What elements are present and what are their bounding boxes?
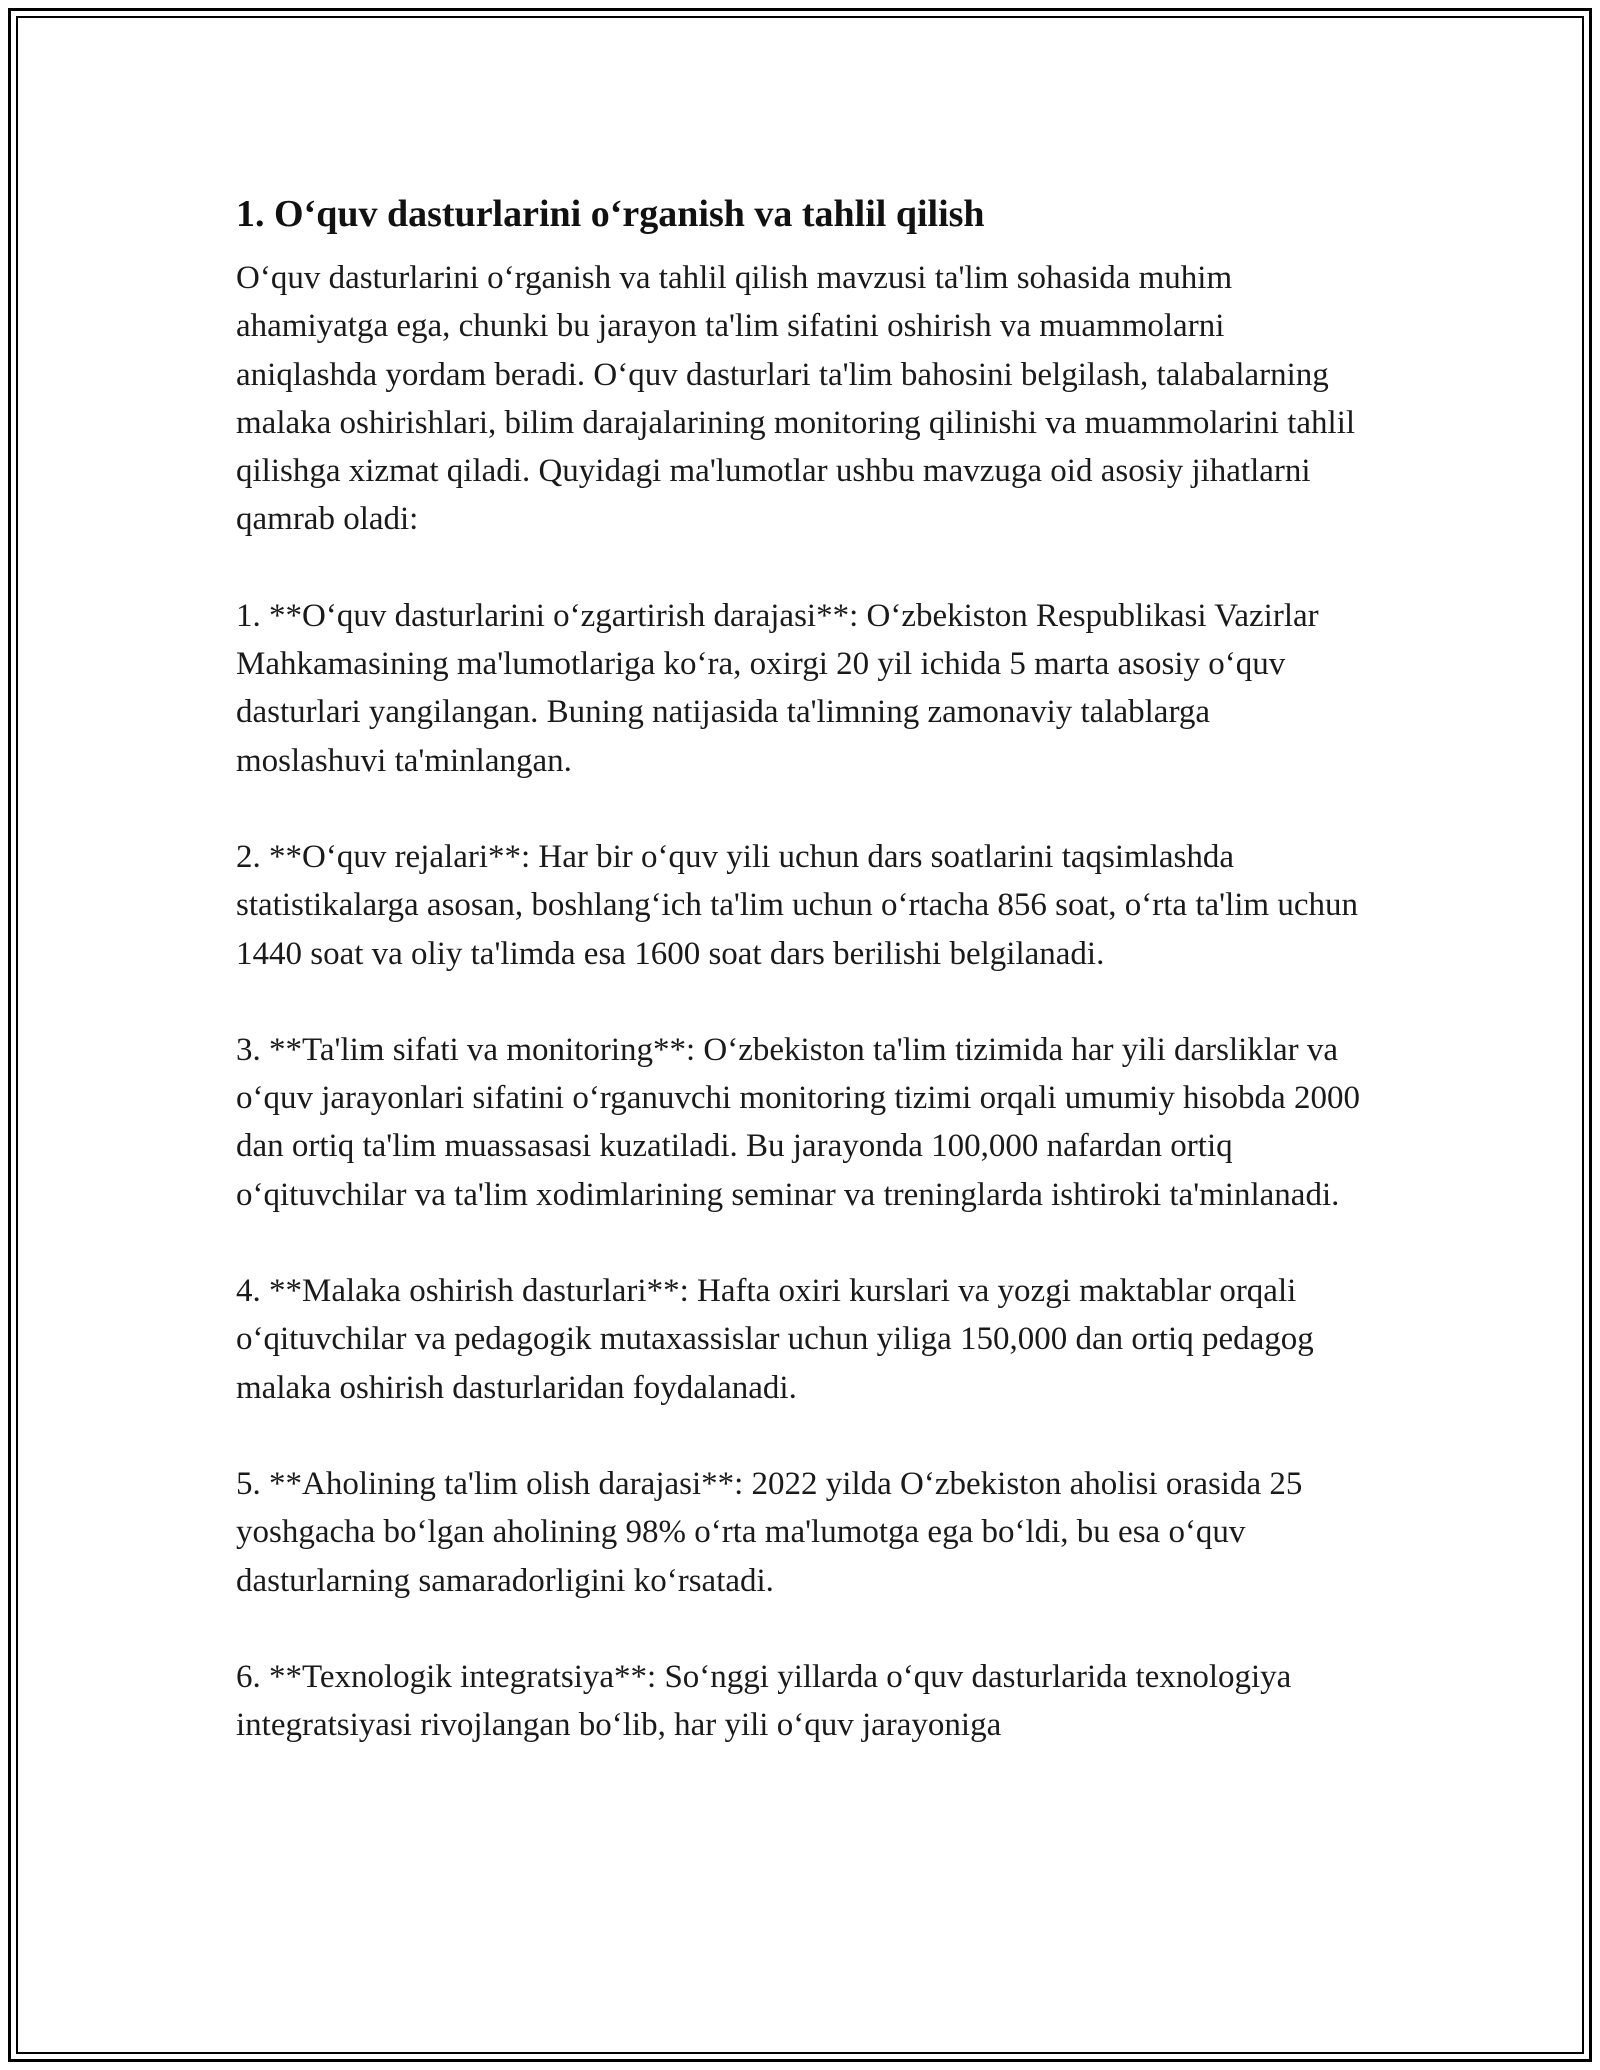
list-item-2: 2. **O‘quv rejalari**: Har bir o‘quv yili uchun dars soatlarini taqsimlashda statistikalarga asosan, boshlang‘ich ta'lim uchun o‘rtacha 856 soat, o‘rta ta'lim uchun 1440 soat va oliy ta'limda esa 1600 soat dars berilishi belgilanadi. [236, 838, 1358, 972]
list-item-5: 5. **Aholining ta'lim olish darajasi**: 2022 yilda O‘zbekiston aholisi orasida 25 yoshgacha bo‘lgan aholining 98% o‘rta ma'lumotga ega bo‘ldi, bu esa o‘quv dasturlarning samaradorligini ko‘rsatadi. [236, 1465, 1303, 1599]
document-body [236, 186, 1366, 1797]
intro-paragraph: O‘quv dasturlarini o‘rganish va tahlil qilish mavzusi ta'lim sohasida muhim ahamiyatga ega, chunki bu jarayon ta'lim sifatini oshirish va muammolarni aniqlashda yordam beradi. O‘quv dasturlari ta'lim bahosini belgilash, talabalarning malaka oshirishlari, bilim darajalarining monitoring qilinishi va muammolarini tahlil qilishga xizmat qiladi. Quyidagi ma'lumotlar ushbu mavzuga oid asosiy jihatlarni qamrab oladi: [236, 260, 1356, 538]
list-item-3: 3. **Ta'lim sifati va monitoring**: O‘zbekiston ta'lim tizimida har yili darsliklar va o‘quv jarayonlari sifatini o‘rganuvchi monitoring tizimi orqali umumiy hisobda 2000 dan ortiq ta'lim muassasasi kuzatiladi. Bu jarayonda 100,000 nafardan ortiq o‘qituvchilar va ta'lim xodimlarining seminar va treninglarda ishtiroki ta'minlanadi. [236, 1031, 1360, 1213]
list-item-4: 4. **Malaka oshirish dasturlari**: Hafta oxiri kurslari va yozgi maktablar orqali o‘qituvchilar va pedagogik mutaxassislar uchun yiliga 150,000 dan ortiq pedagog malaka oshirish dasturlaridan foydalanadi. [236, 1273, 1314, 1406]
list-item-1: 1. **O‘quv dasturlarini o‘zgartirish darajasi**: O‘zbekiston Respublikasi Vazirlar Mahkamasining ma'lumotlariga ko‘ra, oxirgi 20 yil ichida 5 marta asosiy o‘quv dasturlari yangilangan. Buning natijasida ta'limning zamonaviy talablarga moslashuvi ta'minlangan. [236, 597, 1319, 779]
section-heading: 1. O‘quv dasturlarini o‘rganish va tahlil qilish [236, 193, 985, 235]
list-item-6: 6. **Texnologik integratsiya**: So‘nggi yillarda o‘quv dasturlarida texnologiya integratsiyasi rivojlangan bo‘lib, har yili o‘quv jarayoniga [236, 1658, 1292, 1744]
